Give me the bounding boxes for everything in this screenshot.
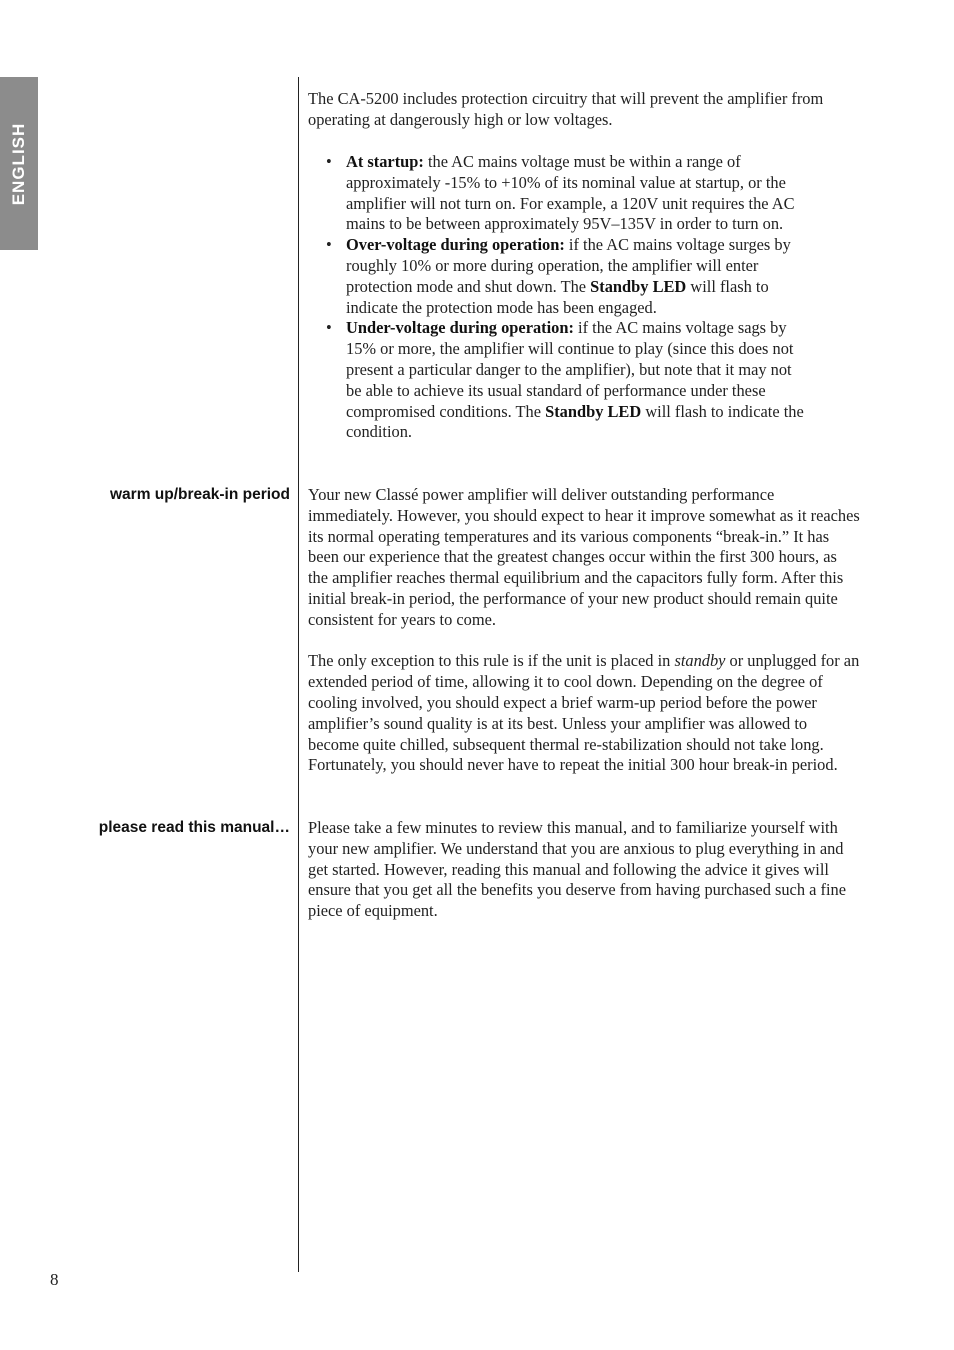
intro-paragraph <box>308 89 860 131</box>
standby-led-term: Standby LED <box>545 401 642 421</box>
warmup-section <box>308 485 860 776</box>
bullet-lead: At startup: <box>346 152 424 171</box>
bullet-text: if the AC mains voltage surges by roughly 10% or more during operation, the amplifier will enter protection mode and shut down. The <box>346 235 791 296</box>
language-tab-label: ENGLISH <box>9 122 28 205</box>
bullet-icon: • <box>326 235 332 255</box>
manual-paragraph: Please take a few minutes to review this manual, and to familiarize yourself with your new amplifier. We understand that you are anxious to plug everything in and get started. However, reading this manual and following the advice it gives will ensure that you get all the benefits you deserve from having purchased such a fine piece of equipment. <box>308 818 846 921</box>
language-tab <box>0 77 38 250</box>
manual-section <box>308 818 860 922</box>
standby-term: standby <box>674 651 726 671</box>
list-item <box>308 235 808 318</box>
intro-text: The CA-5200 includes protection circuitry that will prevent the amplifier from operating at dangerously high or low voltages. <box>308 89 824 129</box>
bullet-icon: • <box>326 318 332 338</box>
warmup-heading: warm up/break-in period <box>109 486 290 503</box>
protection-list <box>308 152 808 443</box>
page-number: 8 <box>50 1270 59 1289</box>
bullet-lead: Under-voltage during operation: <box>346 318 574 338</box>
list-item <box>308 152 808 235</box>
bullet-icon: • <box>326 152 332 171</box>
warmup-paragraph-1: Your new Classé power amplifier will deliver outstanding performance immediately. However, you should expect to hear it improve somewhat as it reaches its normal operating temperatures and its various components “break-in.” It has been our experience that the greatest changes occur within the first 300 hours, as the amplifier reaches thermal equilibrium and the capacitors fully form. After this initial break-in period, the performance of your new product should remain quite consistent for years to come. <box>308 485 860 629</box>
bullet-text: will flash to indicate the condition. <box>346 401 804 442</box>
bullet-text: will flash to indicate the protection mode has been engaged. <box>346 276 769 317</box>
warmup-p2-text: The only exception to this rule is if the unit is placed in <box>308 651 675 671</box>
standby-led-term: Standby LED <box>590 276 687 296</box>
list-item <box>308 318 808 443</box>
bullet-lead: Over-voltage during operation: <box>346 235 565 255</box>
warmup-paragraph-2 <box>308 651 860 776</box>
bullet-text: if the AC mains voltage sags by 15% or more, the amplifier will continue to play (since this does not present a particular danger to the amplifier), but note that it may not be able to achieve its usual standard of performance under these compromised conditions. The <box>346 318 794 421</box>
manual-heading: please read this manual… <box>98 819 290 836</box>
column-divider <box>298 77 299 1272</box>
warmup-p2-text: or unplugged for an extended period of time, allowing it to cool down. Depending on the degree of cooling involved, you should expect a brief warm-up period before the power amplifier’s sound quality is at its best. Unless your amplifier was allowed to become quite chilled, subsequent thermal re-stabilization should not take long. Fortunately, you should never have to repeat the initial 300 hour break-in period. <box>308 651 860 775</box>
bullet-text: the AC mains voltage must be within a range of approximately -15% to +10% of its nominal value at startup, or the amplifier will not turn on. For example, a 120V unit requires the AC mains to be between approximately 95V–135V in order to turn on. <box>346 152 795 234</box>
